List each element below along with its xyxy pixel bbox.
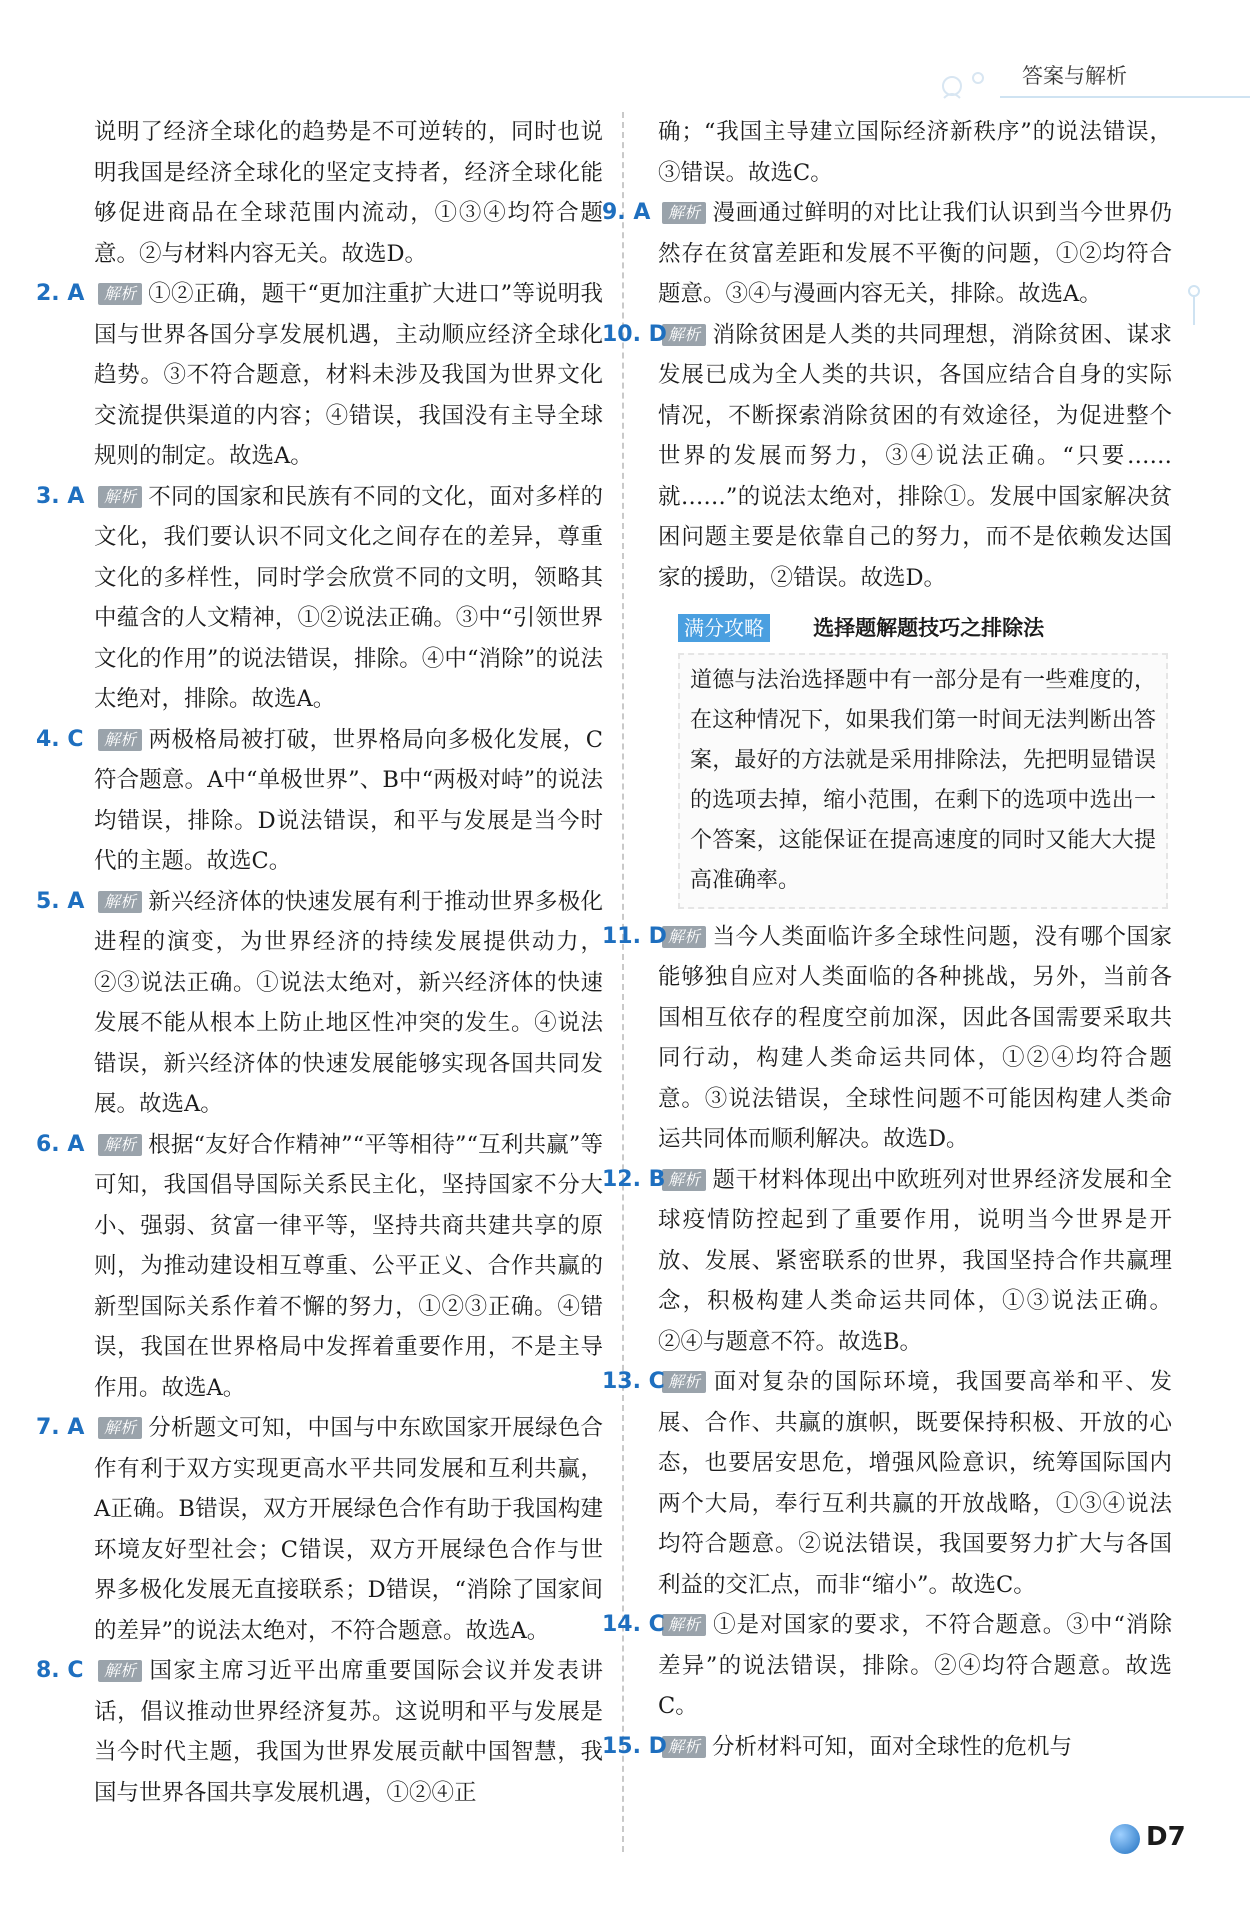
analysis-tag: 解析: [662, 202, 706, 224]
analysis-tag: 解析: [98, 1660, 142, 1682]
item-number: 8. C: [36, 1658, 84, 1683]
item-number: 14. C: [602, 1612, 665, 1637]
item-number: 2. A: [36, 281, 85, 306]
right-intro: 确；“我国主导建立国际经济新秩序”的说法错误，③错误。故选C。: [658, 119, 1172, 186]
item-text: 分析材料可知，面对全球性的危机与: [712, 1733, 1073, 1760]
analysis-tag: 解析: [98, 283, 142, 305]
analysis-tag: 解析: [98, 1417, 142, 1439]
item-text: 分析题文可知，中国与中东欧国家开展绿色合作有利于双方实现更高水平共同发展和互利共赢，A正确。B错误，双方开展绿色合作有助于我国构建环境友好型社会；C错误，双方开展绿色合作与世界多极化发展无直接联系；D错误，“消除了国家间的差异”的说法太绝对，不符合题意。故选A。: [94, 1415, 603, 1644]
tip-label: 满分攻略: [678, 614, 770, 642]
answer-item-5: [36, 882, 603, 1125]
left-column: [36, 112, 603, 1813]
item-text: 不同的国家和民族有不同的文化，面对多样的文化，我们要认识不同文化之间存在的差异，尊重文化的多样性，同时学会欣赏不同的文明，领略其中蕴含的人文精神，①②说法正确。③中“引领世界文化的作用”的说法错误，排除。④中“消除”的说法太绝对，排除。故选A。: [94, 483, 603, 712]
item-number: 10. D: [602, 321, 667, 347]
answer-item-6: [36, 1125, 603, 1409]
item-text: 消除贫困是人类的共同理想，消除贫困、谋求发展已成为全人类的共识，各国应结合自身的实际情况，不断探索消除贫困的有效途径，为促进整个世界的发展而努力，③④说法正确。“只要……就……”的说法太绝对，排除①。发展中国家解决贫困问题主要是依靠自己的努力，而不是依赖发达国家的援助，②错误。故选D。: [658, 321, 1172, 591]
item-text: 两极格局被打破，世界格局向多极化发展，C符合题意。A中“单极世界”、B中“两极对峙”的说法均错误，排除。D说法错误，和平与发展是当今时代的主题。故选C。: [94, 726, 603, 874]
item-number: 11. D: [602, 923, 667, 949]
analysis-tag: 解析: [98, 1134, 142, 1156]
item-text: 根据“友好合作精神”“平等相待”“互利共赢”等可知，我国倡导国际关系民主化，坚持国家不分大小、强弱、贫富一律平等，坚持共商共建共享的原则，为推动建设相互尊重、公平正义、合作共赢的新型国际关系作着不懈的努力，①②③正确。④错误，我国在世界格局中发挥着重要作用，不是主导作用。故选A。: [94, 1131, 603, 1401]
item-number: 12. B: [602, 1166, 666, 1192]
key-decoration-icon: [1187, 285, 1201, 329]
answer-item-15: [602, 1727, 1172, 1768]
answer-item-14: [602, 1605, 1172, 1727]
item-number: 5. A: [36, 888, 85, 914]
item-number: 4. C: [36, 726, 84, 752]
answer-item-7: [36, 1408, 603, 1651]
item-text: 当今人类面临许多全球性问题，没有哪个国家能够独自应对人类面临的各种挑战，另外，当前各国相互依存的程度空前加深，因此各国需要采取共同行动，构建人类命运共同体，①②④均符合题意。③说法错误，全球性问题不可能因构建人类命运共同体而顺利解决。故选D。: [658, 923, 1172, 1152]
answer-item-11: [602, 917, 1172, 1160]
analysis-tag: 解析: [98, 891, 142, 913]
tip-box: [678, 608, 1168, 909]
item-number: 13. C: [602, 1369, 665, 1394]
tip-body: 道德与法治选择题中有一部分是有一些难度的，在这种情况下，如果我们第一时间无法判断出答案，最好的方法就是采用排除法，先把明显错误的选项去掉，缩小范围，在剩下的选项中选出一个答案，这能保证在提高速度的同时又能大大提高准确率。: [678, 653, 1168, 909]
answer-item-9: [602, 193, 1172, 315]
page-number: D7: [1146, 1822, 1186, 1852]
analysis-tag: 解析: [662, 926, 706, 948]
analysis-tag: 解析: [98, 486, 142, 508]
column-divider: [622, 112, 624, 1852]
page-number-dot-icon: [1110, 1824, 1140, 1854]
analysis-tag: 解析: [662, 1371, 706, 1393]
item-text: 漫画通过鲜明的对比让我们认识到当今世界仍然存在贫富差距和发展不平衡的问题，①②均符合题意。③④与漫画内容无关，排除。故选A。: [658, 200, 1172, 307]
answer-item-12: [602, 1160, 1172, 1363]
right-column: [602, 112, 1172, 1767]
item-text: ①是对国家的要求，不符合题意。③中“消除差异”的说法错误，排除。②④均符合题意。故选C。: [658, 1612, 1172, 1719]
header-decoration-icon: [938, 64, 1002, 104]
item-text: 新兴经济体的快速发展有利于推动世界多极化进程的演变，为世界经济的持续发展提供动力，②③说法正确。①说法太绝对，新兴经济体的快速发展不能从根本上防止地区性冲突的发生。④说法错误，新兴经济体的快速发展能够实现各国共同发展。故选A。: [94, 888, 603, 1117]
left-intro: 说明了经济全球化的趋势是不可逆转的，同时也说明我国是经济全球化的坚定支持者，经济全球化能够促进商品在全球范围内流动，①③④均符合题意。②与材料内容无关。故选D。: [94, 119, 603, 267]
item-text: 国家主席习近平出席重要国际会议并发表讲话，倡议推动世界经济复苏。这说明和平与发展是当今时代主题，我国为世界发展贡献中国智慧，我国与世界各国共享发展机遇，①②④正: [94, 1658, 603, 1806]
item-number: 9. A: [602, 200, 651, 225]
page-header-title: 答案与解析: [1022, 64, 1127, 88]
item-number: 3. A: [36, 483, 85, 509]
answer-item-2: [36, 274, 603, 477]
answer-item-10: [602, 315, 1172, 599]
item-number: 6. A: [36, 1131, 85, 1157]
analysis-tag: 解析: [662, 1614, 706, 1636]
analysis-tag: 解析: [662, 1736, 706, 1758]
analysis-tag: 解析: [662, 1169, 706, 1191]
analysis-tag: 解析: [98, 729, 142, 751]
item-number: 7. A: [36, 1415, 85, 1440]
header-rule: [1000, 96, 1250, 98]
answer-item-13: [602, 1362, 1172, 1605]
answer-item-3: [36, 477, 603, 720]
item-number: 15. D: [602, 1733, 667, 1759]
item-text: 题干材料体现出中欧班列对世界经济发展和全球疫情防控起到了重要作用，说明当今世界是开放、发展、紧密联系的世界，我国坚持合作共赢理念，积极构建人类命运共同体，①③说法正确。②④与题意不符。故选B。: [658, 1166, 1172, 1355]
answer-item-8: [36, 1651, 603, 1813]
item-text: 面对复杂的国际环境，我国要高举和平、发展、合作、共赢的旗帜，既要保持积极、开放的心态，也要居安思危，增强风险意识，统筹国际国内两个大局，奉行互利共赢的开放战略，①③④说法均符合题意。②说法错误，我国要努力扩大与各国利益的交汇点，而非“缩小”。故选C。: [658, 1369, 1172, 1598]
item-text: ①②正确，题干“更加注重扩大进口”等说明我国与世界各国分享发展机遇，主动顺应经济全球化趋势。③不符合题意，材料未涉及我国为世界文化交流提供渠道的内容；④错误，我国没有主导全球规则的制定。故选A。: [94, 281, 603, 469]
answer-item-4: [36, 720, 603, 882]
analysis-tag: 解析: [662, 324, 706, 346]
tip-title: 选择题解题技巧之排除法: [813, 616, 1045, 640]
